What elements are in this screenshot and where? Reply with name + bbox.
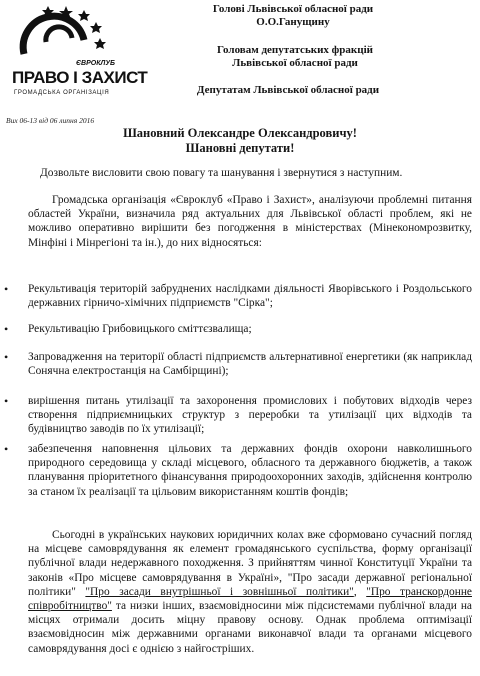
logo-subtitle-text: ГРОМАДСЬКА ОРГАНІЗАЦІЯ (14, 90, 110, 96)
addressee-chairman-name: О.О.Ганущину (256, 16, 330, 28)
list-item: Запровадження на території області підприємств альтернативної енергетики (як наприклад Сонячна електростанція на Самбірщині); (28, 351, 472, 378)
addressee-deputies: Депутатам Львівської обласної ради (196, 84, 380, 96)
addressee-factions-council: Львівської обласної ради (232, 57, 358, 69)
list-item: вирішення питань утилізації та захоронення промислових і побутових відходів через створення підприємницьких структур з переробки та утилізації цих відходів та будівництво заводів по їх утилізації; (28, 395, 472, 436)
list-item: Рекультивація територій забруднених наслідками діяльності Яворівського і Роздольського державних гірничо-хімічних підприємств "Сірка"; (28, 283, 472, 310)
bullet-icon: • (4, 282, 9, 296)
paragraph-2-text-start: Сьогодні в українських наукових юридичних колах вже сформовано сучасний погляд на місцеве самоврядування як елемент громадянського суспільства, форму організації публічної влади недержавного походження. З прийняттям чинної Конституції України та законів «Про місцеве самоврядування в Україні», "Про засади державної регіональної політики" (28, 529, 472, 598)
salutation-chairman: Шановний Олександре Олександровичу! (123, 126, 357, 140)
list-item: забезпечення наповнення цільових та державних фондів охорони навколишнього природного середовища у складі місцевого, обласного та державного бюджетів, а також планування пріоритетного фінансування природоохоронних заходів, здійснення контролю за станом їх реалізації та цільовим використанням коштів фондів; (28, 443, 472, 498)
bullet-icon: • (4, 442, 9, 456)
list-item: Рекультивацію Грибовицького сміттєзвалища; (28, 323, 252, 335)
paragraph-2-separator: , (353, 585, 367, 598)
logo-name-text: ПРАВО І ЗАХИСТ (12, 68, 148, 87)
outgoing-reference: Вих 06-13 від 06 липня 2016 (6, 116, 95, 125)
body-paragraph-2 (28, 528, 472, 656)
organization-logo (6, 2, 148, 110)
salutation-deputies: Шановні депутати! (185, 141, 295, 155)
bullet-icon: • (4, 394, 9, 408)
paragraph-2-text-end: та низки інших, взаємовідносини між підсистемами публічної влади на місцях отримали досить міцну правову основу. Однак проблема оптимізації взаємовідносин між державними органами виконавчої влади та органами місцевого самоврядування досі є однією з найгостріших. (28, 600, 472, 655)
law-link-internal-external-policy[interactable]: "Про засади внутрішньої і зовнішньої політики" (85, 585, 354, 598)
bullet-icon: • (4, 322, 9, 336)
law-link-crossborder-cooperation[interactable]: "Про транскордонне співробітництво" (28, 585, 472, 613)
body-paragraph-1: Громадська організація «Євроклуб «Право і Захист», аналізуючи проблемні питання областей України, визначила ряд актуальних для Львівської області проблем, які не можливо оперативно вирішити без погодження в міністерствах (Мінекономрозвитку, Мінфіні і Мінрегіоні та ін.), до них відносяться: (28, 194, 472, 249)
logo-club-text: ЄВРОКЛУБ (76, 60, 116, 67)
bullet-icon: • (4, 350, 9, 364)
addressee-factions-title: Головам депутатських фракцій (217, 44, 373, 56)
addressee-chairman-title: Голові Львівської обласної ради (212, 3, 374, 15)
intro-paragraph: Дозвольте висловити свою повагу та шанування і звернутися з наступним. (40, 167, 403, 179)
addressee-factions (190, 44, 400, 70)
addressee-chairman (198, 3, 388, 29)
